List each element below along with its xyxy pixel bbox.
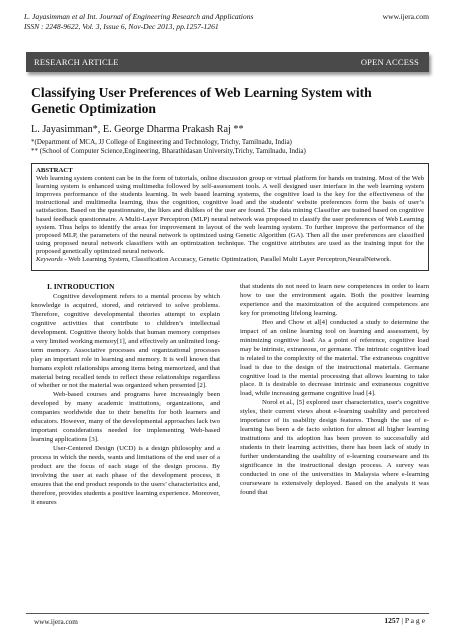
- journal-citation-line: L. Jayasimman et al Int. Journal of Engineering Research and Applications: [24, 12, 254, 21]
- footer-url-link[interactable]: www.ijera.com: [34, 618, 78, 626]
- affiliations: [31, 138, 431, 156]
- paper-title: Classifying User Preferences of Web Learning System with Genetic Optimization: [31, 85, 372, 116]
- body-paragraph: User-Centered Design (UCD) is a design philosophy and a process in which the needs, wants and limitations of the end user of a product are the focus of each stage of the design process. By involving the user at each phase of the development process, it ensures that the end product responds to the users’ characteristics and, therefore, provides students a positive learning experience. Moreover, it ensures: [31, 445, 220, 506]
- affiliation-1: *(Department of MCA, JJ College of Engineering and Technology, Trichy, Tamilnadu, India): [31, 138, 292, 146]
- body-paragraph: Heo and Chow et al[4] conducted a study to determine the impact of an online learning tool on learning and assessment, by minimizing cognitive load. As a point of reference, cognitive load may be intrinsic, extraneous, or germane. The intrinsic cognitive load is related to the complexity of the material. The extraneous cognitive load is due to the design of the instructional materials. Germane cognitive load is the mental processing that allows learning to take place. It is desirable to decrease intrinsic and extraneous cognitive load, while increasing germane cognitive load [4].: [240, 318, 429, 398]
- page-number-value: 1257: [384, 616, 400, 625]
- journal-issn-line: ISSN : 2248-9622, Vol. 3, Issue 6, Nov-Dec 2013, pp.1257-1261: [24, 21, 219, 31]
- page-number: [384, 616, 425, 625]
- research-article-label: RESEARCH ARTICLE: [34, 57, 119, 67]
- open-access-label: OPEN ACCESS: [360, 57, 419, 67]
- body-paragraph: Norol et al., [5] explored user characteristics, user's cognitive styles, their current views about e-learning usability and perceived importance of its usability design features. Though the use of e-learning has been a de facto solution for almost all higher learning institutions and its adoption has been proven to successfully aid students in their learning activities, there has been lack of study in further understanding the usability of e-learning courseware and its significance in the instructional design process. A survey was conducted in one of the universities in Malaysia where e-learning courseware is extensively deployed. Based on the analysis it was found that: [240, 399, 429, 496]
- running-header: [24, 12, 429, 31]
- abstract-box: [31, 163, 429, 271]
- header-url-link[interactable]: www.ijera.com: [382, 12, 429, 21]
- right-column: [240, 283, 429, 498]
- section-heading-introduction: I. INTRODUCTION: [47, 282, 115, 291]
- abstract-heading: ABSTRACT: [36, 167, 73, 174]
- body-paragraph: Cognitive development refers to a mental process by which knowledge is acquired, stored, and retrieved to solve problems. Therefore, cognitive developmental theories attempt to explain cognitive activities that contribute to children’s intellectual development. Cognitive theory holds that human memory comprises a very limited working memory[1], and effectively an unlimited long-term memory. Associative processes and organizational processes play an important role in learning and memory. It is well known that humans exploit relationships among items being memorized, and that material being recalled tends to reflect these relationships regardless of whether or not the material was organized when presented [2].: [31, 292, 220, 390]
- article-type-banner: [26, 52, 429, 72]
- author-list: L. Jayasimman*, E. George Dharma Prakash Raj **: [31, 124, 244, 135]
- affiliation-2: ** (School of Computer Science,Engineering, Bharathidasan University,Trichy, Tamilnadu, India): [31, 147, 306, 155]
- page-label: | P a g e: [399, 616, 425, 625]
- abstract-text: Web learning system content can be in the form of tutorials, online discussion group or virtual platform for hands on training. Most of the Web learning system is enhanced using multimedia followed by self-assessment tools. A well designed user interface in the web learning system improves performance of the students learning. In web based learning systems, the cognitive load is the key for the effectiveness of the instructional and multimedia learning, thus the cognition, cognitive load and the students' website preferences form the basis of user’s satisfaction. Based on the questionnaire, the likes and dislikes of the user are found. The data mining Classifier are trained based on cognitive based feedback questionnaire. A Multi-Layer Perceptron (MLP) neural network was proposed to classify the user preferences of Web Learning system. Thus helps to identify the areas for improvement in layout of the web learning system. To further improve the performance of the proposed MLP, the parameters of the neural network is optimized using Genetic Algorithm (GA). Then all the user preferences are classified using proposed neural network classifiers with an optimization technique. The cognitive attributes are used as the training input for the proposed genetically optimized neural network.: [36, 175, 424, 255]
- keywords-text: - Web Learning System, Classification Accuracy, Genetic Optimization, Parallel Multi Layer Perceptron,NeuralNetwork.: [62, 256, 392, 264]
- left-column: [31, 283, 220, 508]
- keywords-line: [36, 256, 424, 264]
- page-footer: [26, 613, 429, 628]
- body-paragraph: Web-based courses and programs have increasingly been developed by many academic institutions, organizations, and companies worldwide due to their benefits for both learners and educators. However, many of the developmental approaches lack two important considerations needed for implementing Web-based learning applications [3].: [31, 391, 220, 444]
- keywords-label: Keywords: [36, 256, 63, 264]
- body-paragraph: that students do not need to learn new competences in order to learn how to use the environment again. Both the positive learning experience and the maximization of the acquired competences are key for promoting lifelong learning.: [240, 283, 429, 317]
